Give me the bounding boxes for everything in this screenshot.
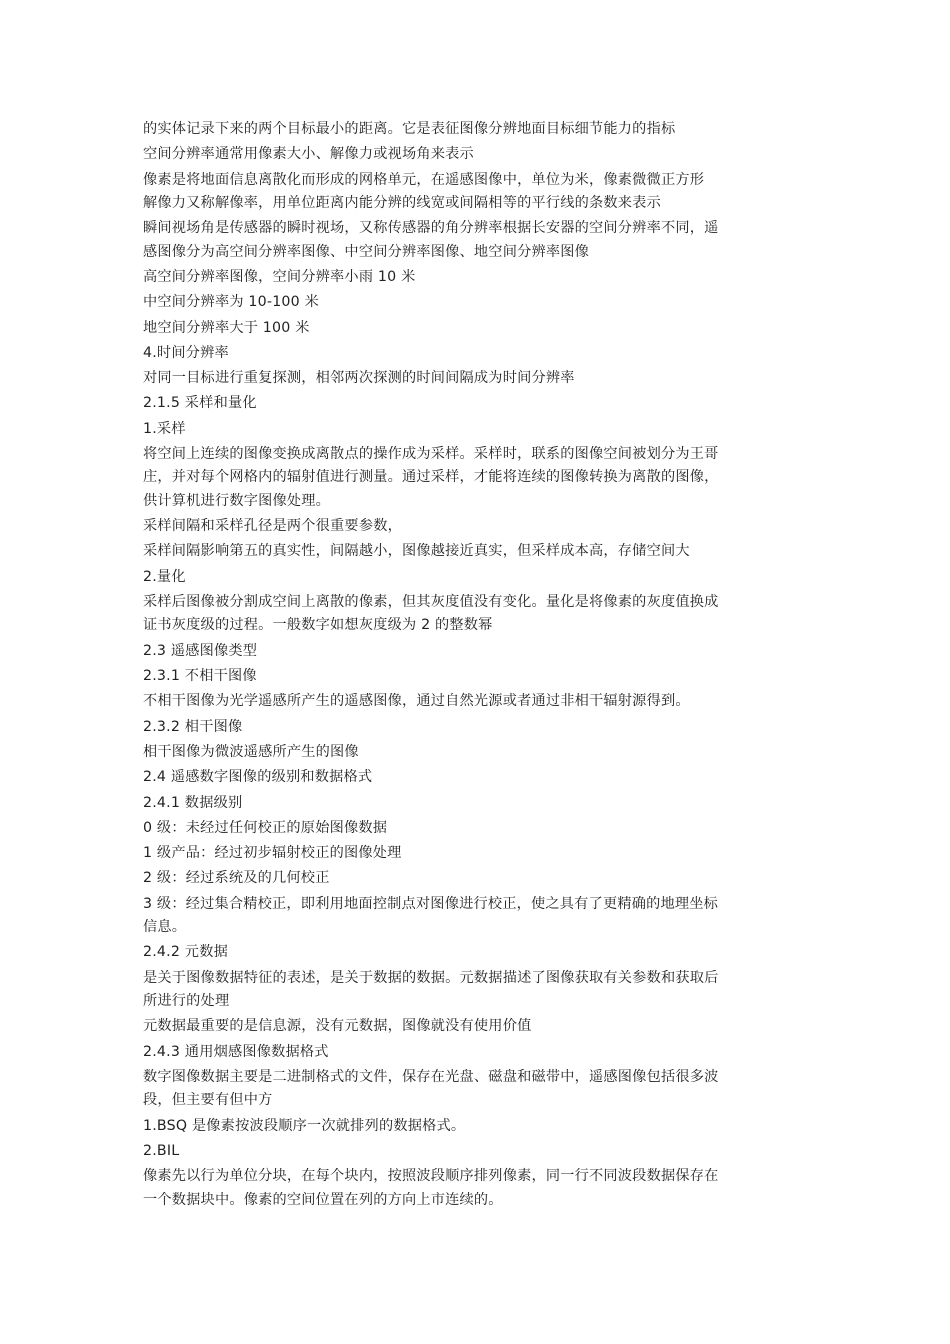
paragraph	[143, 792, 813, 815]
paragraph	[143, 941, 813, 964]
text-line: 0 级：未经过任何校正的原始图像数据	[143, 819, 388, 836]
paragraph	[143, 842, 813, 865]
paragraph	[143, 143, 813, 166]
paragraph	[143, 367, 813, 390]
text-line: 3 级：经过集合精校正，即利用地面控制点对图像进行校正，使之具有了更精确的地理坐标	[143, 895, 719, 912]
text-line: 采样后图像被分割成空间上离散的像素，但其灰度值没有变化。量化是将像素的灰度值换成	[143, 594, 719, 611]
paragraph	[143, 169, 813, 216]
paragraph	[143, 266, 813, 289]
text-line: 相干图像为微波遥感所产生的图像	[143, 743, 359, 760]
text-line: 2 级：经过系统及的几何校正	[143, 870, 330, 887]
text-line: 1.采样	[143, 420, 186, 437]
paragraph	[143, 741, 813, 764]
paragraph	[143, 1165, 813, 1212]
text-line: 2.3.1 不相干图像	[143, 668, 257, 685]
paragraph	[143, 1115, 813, 1138]
paragraph	[143, 217, 813, 264]
paragraph	[143, 665, 813, 688]
paragraph	[143, 1041, 813, 1064]
paragraph	[143, 291, 813, 314]
paragraph	[143, 591, 813, 638]
paragraph	[143, 716, 813, 739]
paragraph	[143, 443, 813, 513]
paragraph	[143, 817, 813, 840]
paragraph	[143, 893, 813, 940]
text-line: 2.BIL	[143, 1143, 180, 1160]
text-line: 是关于图像数据特征的表述，是关于数据的数据。元数据描述了图像获取有关参数和获取后	[143, 969, 719, 986]
paragraph	[143, 418, 813, 441]
text-line: 段，但主要有但中方	[143, 1092, 273, 1109]
paragraph	[143, 1140, 813, 1163]
text-line: 解像力又称解像率，用单位距离内能分辨的线宽或间隔相等的平行线的条数来表示	[143, 195, 661, 211]
paragraph	[143, 317, 813, 340]
paragraph	[143, 640, 813, 663]
text-line: 2.1.5 采样和量化	[143, 395, 257, 412]
text-line: 不相干图像为光学遥感所产生的遥感图像，通过自然光源或者通过非相干辐射源得到。	[143, 693, 690, 710]
text-line: 4.时间分辨率	[143, 344, 229, 361]
text-line: 像素先以行为单位分块，在每个块内，按照波段顺序排列像素，同一行不同波段数据保存在	[143, 1168, 719, 1185]
paragraph	[143, 515, 813, 538]
text-line: 瞬间视场角是传感器的瞬时视场，又称传感器的角分辨率根据长安器的空间分辨率不同，遥	[143, 220, 719, 237]
text-line: 的实体记录下来的两个目标最小的距离。它是表征图像分辨地面目标细节能力的指标	[143, 121, 676, 137]
text-line: 2.4.2 元数据	[143, 944, 228, 961]
text-line: 证书灰度级的过程。一般数字如想灰度级为 2 的整数幂	[143, 617, 493, 634]
text-line: 1.BSQ 是像素按波段顺序一次就排列的数据格式。	[143, 1117, 466, 1134]
text-line: 2.4 遥感数字图像的级别和数据格式	[143, 769, 373, 786]
text-line: 供计算机进行数字图像处理。	[143, 492, 331, 509]
text-line: 将空间上连续的图像变换成离散点的操作成为采样。采样时，联系的图像空间被划分为王哥	[143, 446, 719, 463]
text-line: 元数据最重要的是信息源，没有元数据，图像就没有使用价值	[143, 1018, 532, 1035]
text-line: 像素是将地面信息离散化而形成的网格单元，在遥感图像中，单位为米，像素微微正方形	[143, 171, 705, 188]
text-line: 2.4.1 数据级别	[143, 794, 243, 811]
paragraph	[143, 342, 813, 365]
text-line: 2.量化	[143, 568, 186, 585]
text-line: 2.4.3 通用烟感图像数据格式	[143, 1043, 329, 1060]
text-line: 数字图像数据主要是二进制格式的文件，保存在光盘、磁盘和磁带中，遥感图像包括很多波	[143, 1069, 719, 1086]
paragraph	[143, 118, 813, 141]
text-line: 采样间隔和采样孔径是两个很重要参数，	[143, 518, 402, 535]
text-line: 感图像分为高空间分辨率图像、中空间分辨率图像、地空间分辨率图像	[143, 243, 590, 260]
paragraph	[143, 967, 813, 1014]
paragraph	[143, 392, 813, 415]
paragraph	[143, 1066, 813, 1113]
document-body	[143, 118, 813, 1214]
text-line: 信息。	[143, 919, 187, 936]
text-line: 1 级产品：经过初步辐射校正的图像处理	[143, 845, 402, 862]
paragraph	[143, 867, 813, 890]
text-line: 空间分辨率通常用像素大小、解像力或视场角来表示	[143, 146, 474, 163]
paragraph	[143, 566, 813, 589]
paragraph	[143, 690, 813, 713]
paragraph	[143, 1015, 813, 1038]
text-line: 2.3.2 相干图像	[143, 718, 243, 735]
text-line: 高空间分辨率图像，空间分辨率小雨 10 米	[143, 269, 416, 285]
text-line: 地空间分辨率大于 100 米	[143, 319, 310, 336]
text-line: 中空间分辨率为 10-100 米	[143, 294, 319, 311]
text-line: 一个数据块中。像素的空间位置在列的方向上市连续的。	[143, 1191, 503, 1208]
paragraph	[143, 540, 813, 563]
text-line: 所进行的处理	[143, 993, 230, 1010]
text-line: 庄，并对每个网格内的辐射值进行测量。通过采样，才能将连续的图像转换为离散的图像，	[143, 469, 719, 486]
text-line: 采样间隔影响第五的真实性，间隔越小，图像越接近真实，但采样成本高，存储空间大	[143, 543, 690, 560]
paragraph	[143, 766, 813, 789]
text-line: 2.3 遥感图像类型	[143, 642, 258, 659]
text-line: 对同一目标进行重复探测，相邻两次探测的时间间隔成为时间分辨率	[143, 370, 575, 387]
